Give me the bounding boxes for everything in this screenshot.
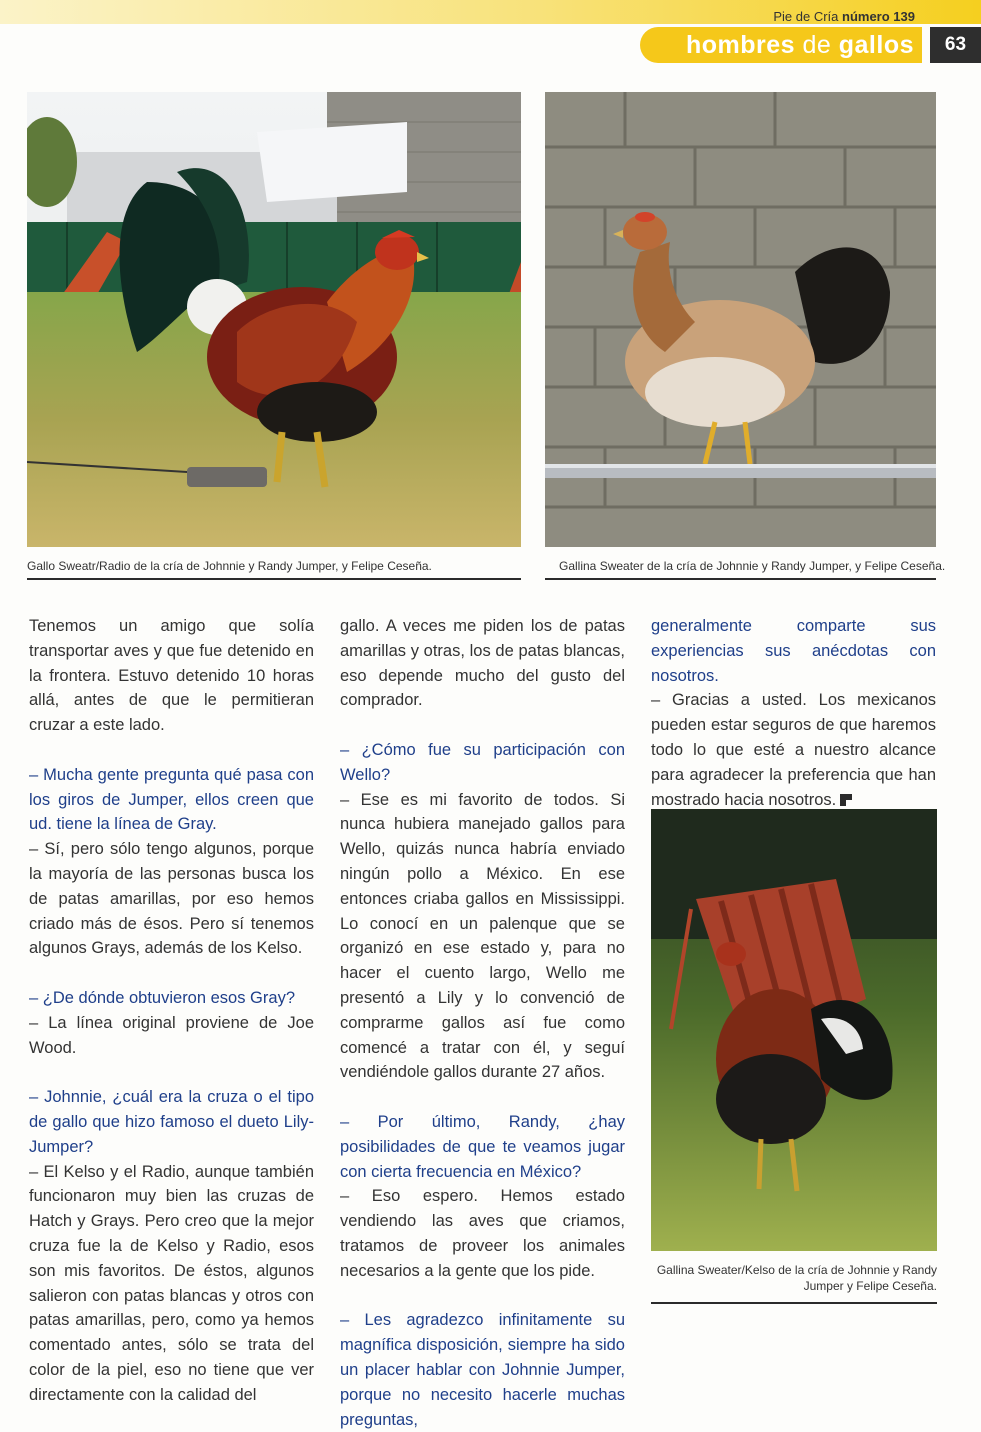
interview-question: – ¿De dónde obtuvieron esos Gray? [29, 988, 295, 1007]
interview-question: – Les agradezco infinitamente su magnífica disposición, siempre ha sido un placer hablar con Johnnie Jumper, porque no necesito hacerle muchas preguntas, [340, 1311, 625, 1429]
magazine-issue-label [773, 9, 915, 24]
photo-hen-sweater-kelso [651, 809, 937, 1251]
section-word-1: hombres [685, 30, 796, 59]
interview-answer: – La línea original proviene de Joe Wood. [29, 1013, 314, 1057]
caption-rule-2 [545, 578, 936, 580]
photo-1-caption: Gallo Sweatr/Radio de la cría de Johnnie y Randy Jumper, y Felipe Ceseña. [27, 559, 432, 573]
interview-answer: gallo. A veces me piden los de patas amarillas y otras, los de patas blancas, eso depende mucho del gusto del comprador. [340, 617, 625, 710]
interview-question: generalmente comparte sus experiencias sus anécdotas con nosotros. [651, 617, 936, 685]
paragraph-gap [29, 738, 314, 763]
photo-hen-sweater [545, 92, 936, 547]
issue-number: número 139 [842, 9, 915, 24]
article-column-1 [29, 614, 314, 1408]
paragraph-gap [29, 1060, 314, 1085]
interview-question: – Johnnie, ¿cuál era la cruza o el tipo de gallo que hizo famoso el dueto Lily-Jumper? [29, 1088, 314, 1156]
section-title [640, 27, 922, 63]
photo-2-caption: Gallina Sweater de la cría de Johnnie y Randy Jumper, y Felipe Ceseña. [559, 559, 946, 573]
page-number: 63 [930, 27, 981, 63]
paragraph-gap [340, 1284, 625, 1309]
photo-3-caption: Gallina Sweater/Kelso de la cría de Johnnie y Randy Jumper y Felipe Ceseña. [656, 1263, 937, 1294]
interview-answer: – Ese es mi favorito de todos. Si nunca hubiera manejado gallos para Wello, quizás nunca habría enviado ningún pollo a México. En ese entonces criaba gallos en Mississippi. Lo conocí en un palenque que se organizó en ese estado y, para no hacer el cuento largo, Wello me presentó a Lily y lo convenció de comprarme gallos así fue como comencé a tratar con él, y seguí vendiéndole gallos durante 27 años. [340, 790, 625, 1082]
paragraph-gap [340, 1085, 625, 1110]
photo-rooster-sweater-radio [27, 92, 521, 547]
section-word-3: gallos [838, 30, 914, 59]
interview-answer: – Eso espero. Hemos estado vendiendo las aves que criamos, tratamos de proveer los animales necesarios a la gente que los pide. [340, 1187, 625, 1280]
caption-rule-3 [651, 1302, 937, 1304]
interview-question: – Mucha gente pregunta qué pasa con los giros de Jumper, ellos creen que ud. tiene la línea de Gray. [29, 765, 314, 834]
interview-answer: – El Kelso y el Radio, aunque también funcionaron muy bien las cruzas de Hatch y Grays. Pero creo que la mejor cruza fue la de Kelso y Radio, esos son mis favoritos. De éstos, algunos salieron con patas blancas y otros con patas amarillas, pero, como ya hemos comentado antes, sólo se trata del color de la piel, eso no tiene que ver directamente con la calidad del [29, 1162, 314, 1404]
interview-question: – ¿Cómo fue su participación con Wello? [340, 740, 625, 784]
article-column-2 [340, 614, 625, 1432]
interview-answer: – Sí, pero sólo tengo algunos, porque la mayoría de las personas busca los de patas amarillas, por eso hemos criado más de ésos. Pero sí tenemos algunos Grays, además de los Kelso. [29, 840, 314, 958]
paragraph-gap [29, 961, 314, 986]
paragraph-gap [340, 713, 625, 738]
interview-question: – Por último, Randy, ¿hay posibilidades de que te veamos jugar con cierta frecuencia en México? [340, 1112, 625, 1181]
interview-answer: Tenemos un amigo que solía transportar aves y que fue detenido en la frontera. Estuvo detenido 10 horas allá, antes de que le permitieran cruzar a este lado. [29, 617, 314, 735]
section-word-2: de [802, 30, 832, 59]
magazine-name: Pie de Cría [773, 9, 839, 24]
article-column-3 [651, 614, 936, 812]
caption-rule-1 [27, 578, 521, 580]
end-of-article-icon [840, 794, 852, 806]
interview-answer: – Gracias a usted. Los mexicanos pueden estar seguros de que haremos todo lo que esté a nuestro alcance para agradecer la preferencia que han mostrado hacia nosotros. [651, 691, 936, 809]
